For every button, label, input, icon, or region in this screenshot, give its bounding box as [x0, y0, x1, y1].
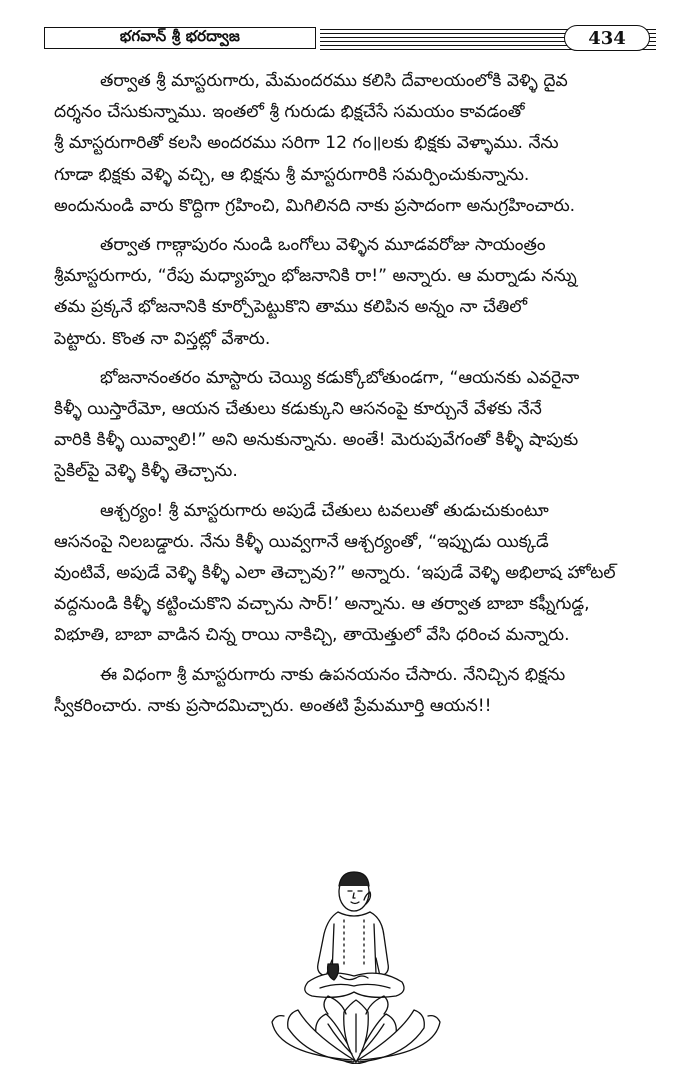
text-line: ఈ విధంగా శ్రీ మాస్టరుగారు నాకు ఉపనయనం చేసారు. నేనిచ్చిన భిక్షను	[100, 664, 566, 685]
text-line: అందునుండి వారు కొద్దిగా గ్రహించి, మిగిలినది నాకు ప్రసాదంగా అనుగ్రహించారు.	[54, 195, 576, 216]
text-line: శ్రీమాస్టరుగారు, “రేపు మధ్యాహ్నం భోజనానికి రా!” అన్నారు. ఆ మర్నాడు నన్ను	[54, 266, 577, 287]
text-line: ఆసనంపై నిలబడ్డారు. నేను కిళ్ళీ యివ్వగానే ఆశ్చర్యంతో, “ఇప్పుడు యిక్కడే	[54, 531, 549, 552]
paragraph	[54, 66, 654, 222]
text-line: భోజనానంతరం మాస్టారు చెయ్యి కడుక్కోబోతుండగా, “ఆయనకు ఎవరైనా	[100, 367, 580, 388]
book-title: భగవాన్ శ్రీ భరద్వాజ	[44, 27, 316, 49]
text-line: విభూతి, బాబా వాడిన చిన్న రాయి నాకిచ్చి, తాయెత్తులో వేసి ధరించ మన్నారు.	[54, 625, 570, 646]
text-line: తమ ప్రక్కనే భోజనానికి కూర్చోపెట్టుకొని తాము కలిపిన అన్నం నా చేతిలో	[54, 297, 528, 318]
master-on-lotus-illustration	[268, 864, 444, 1064]
text-line: వారికి కిళ్ళీ యివ్వాలి!” అని అనుకున్నాను. అంతే! మెరుపువేగంతో కిళ్ళీ షాపుకు	[54, 430, 579, 451]
text-line: పెట్టారు. కొంత నా విస్తట్లో వేశారు.	[54, 328, 271, 349]
text-line: తర్వాత గాణ్గాపురం నుండి ఒంగోలు వెళ్ళిన మూడవరోజు సాయంత్రం	[100, 235, 546, 256]
text-line: వుంటివే, అపుడే వెళ్ళి కిళ్ళీ ఎలా తెచ్చావు?” అన్నారు. ‘ఇపుడే వెళ్ళి అభిలాష హోటల్	[54, 563, 616, 584]
text-line: గూడా భిక్షకు వెళ్ళి వచ్చి, ఆ భిక్షను శ్రీ మాస్టరుగారికి సమర్పించుకున్నాను.	[54, 164, 530, 185]
text-line: కిళ్ళీ యిస్తారేమో, ఆయన చేతులు కడుక్కుని ఆసనంపై కూర్చునే వేళకు నేనే	[54, 399, 542, 420]
page-body	[54, 66, 654, 730]
text-line: ఆశ్చర్యం! శ్రీ మాస్టరుగారు అపుడే చేతులు టవలుతో తుడుచుకుంటూ	[100, 500, 549, 521]
text-line: దర్శనం చేసుకున్నాము. ఇంతలో శ్రీ గురుడు భిక్షచేసే సమయం కావడంతో	[54, 102, 525, 123]
text-line: తర్వాత శ్రీ మాస్టరుగారు, మేమందరము కలిసి దేవాలయంలోకి వెళ్ళి దైవ	[100, 71, 568, 91]
paragraph	[54, 363, 654, 488]
paragraph	[54, 496, 654, 652]
text-line: వద్దనుండి కిళ్ళీ కట్టించుకొని వచ్చాను సార్!’ అన్నాను. ఆ తర్వాత బాబా కఫ్నీగుడ్డ,	[54, 594, 590, 615]
text-line: సైకిల్‌పై వెళ్ళి కిళ్ళీ తెచ్చాను.	[54, 461, 238, 482]
paragraph	[54, 660, 654, 722]
paragraph	[54, 230, 654, 355]
page-number: 434	[564, 25, 650, 51]
text-line: శ్రీ మాస్టరుగారితో కలసి అందరము సరిగా 12 గం॥లకు భిక్షకు వెళ్ళాము. నేను	[54, 133, 559, 154]
text-line: స్వీకరించారు. నాకు ప్రసాదమిచ్చారు. అంతటి ప్రేమమూర్తి ఆయన!!	[54, 695, 492, 716]
page-header	[44, 27, 656, 51]
